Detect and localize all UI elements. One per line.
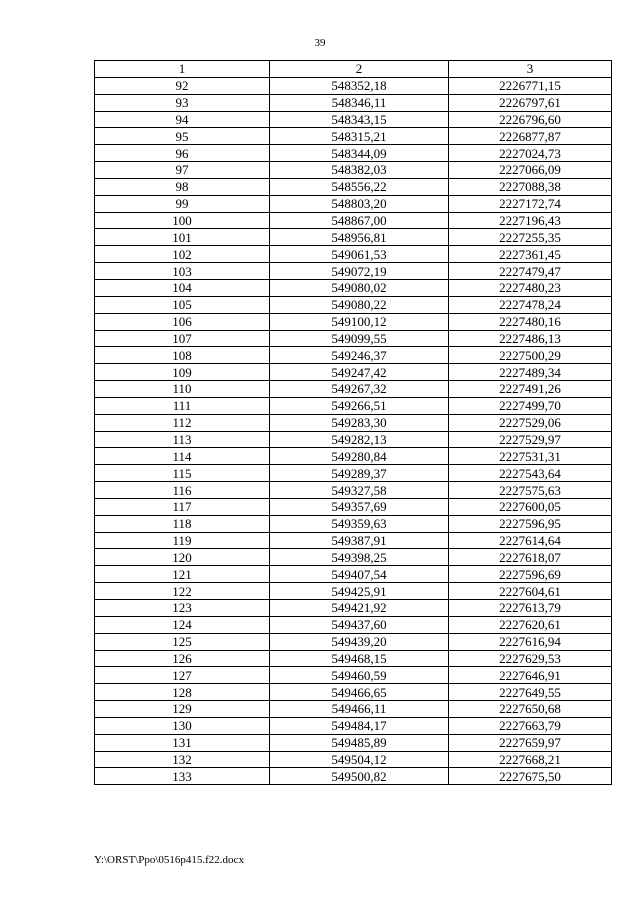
y-coordinate-cell: 2227620,61 xyxy=(449,616,612,633)
x-coordinate-cell: 549407,54 xyxy=(270,566,449,583)
table-row xyxy=(95,498,612,515)
point-number-cell: 96 xyxy=(95,145,270,162)
point-number-cell: 115 xyxy=(95,465,270,482)
table-row xyxy=(95,515,612,532)
x-coordinate-cell: 549466,65 xyxy=(270,684,449,701)
point-number-cell: 102 xyxy=(95,246,270,263)
column-header: 3 xyxy=(449,61,612,78)
x-coordinate-cell: 549359,63 xyxy=(270,515,449,532)
x-coordinate-cell: 548867,00 xyxy=(270,212,449,229)
point-number-cell: 100 xyxy=(95,212,270,229)
y-coordinate-cell: 2227255,35 xyxy=(449,229,612,246)
y-coordinate-cell: 2226877,87 xyxy=(449,128,612,145)
x-coordinate-cell: 549327,58 xyxy=(270,482,449,499)
point-number-cell: 104 xyxy=(95,279,270,296)
table-row xyxy=(95,381,612,398)
x-coordinate-cell: 549485,89 xyxy=(270,734,449,751)
x-coordinate-cell: 549387,91 xyxy=(270,532,449,549)
x-coordinate-cell: 548803,20 xyxy=(270,195,449,212)
y-coordinate-cell: 2227663,79 xyxy=(449,717,612,734)
table-row xyxy=(95,212,612,229)
y-coordinate-cell: 2227596,95 xyxy=(449,515,612,532)
y-coordinate-cell: 2227024,73 xyxy=(449,145,612,162)
point-number-cell: 122 xyxy=(95,583,270,600)
x-coordinate-cell: 548343,15 xyxy=(270,111,449,128)
point-number-cell: 105 xyxy=(95,296,270,313)
point-number-cell: 114 xyxy=(95,448,270,465)
point-number-cell: 106 xyxy=(95,313,270,330)
table-row xyxy=(95,178,612,195)
table-row xyxy=(95,94,612,111)
y-coordinate-cell: 2227361,45 xyxy=(449,246,612,263)
x-coordinate-cell: 549280,84 xyxy=(270,448,449,465)
x-coordinate-cell: 549267,32 xyxy=(270,381,449,398)
point-number-cell: 99 xyxy=(95,195,270,212)
y-coordinate-cell: 2227618,07 xyxy=(449,549,612,566)
table-row xyxy=(95,431,612,448)
point-number-cell: 110 xyxy=(95,381,270,398)
point-number-cell: 132 xyxy=(95,751,270,768)
x-coordinate-cell: 549437,60 xyxy=(270,616,449,633)
y-coordinate-cell: 2227668,21 xyxy=(449,751,612,768)
x-coordinate-cell: 549283,30 xyxy=(270,414,449,431)
x-coordinate-cell: 549247,42 xyxy=(270,364,449,381)
table-row xyxy=(95,751,612,768)
point-number-cell: 119 xyxy=(95,532,270,549)
table-row xyxy=(95,532,612,549)
y-coordinate-cell: 2227659,97 xyxy=(449,734,612,751)
point-number-cell: 107 xyxy=(95,330,270,347)
point-number-cell: 127 xyxy=(95,667,270,684)
table-row xyxy=(95,566,612,583)
table-row xyxy=(95,684,612,701)
point-number-cell: 98 xyxy=(95,178,270,195)
table-row xyxy=(95,246,612,263)
table-row xyxy=(95,414,612,431)
table-row xyxy=(95,667,612,684)
table-row xyxy=(95,448,612,465)
point-number-cell: 130 xyxy=(95,717,270,734)
y-coordinate-cell: 2227088,38 xyxy=(449,178,612,195)
column-header: 1 xyxy=(95,61,270,78)
point-number-cell: 113 xyxy=(95,431,270,448)
x-coordinate-cell: 549282,13 xyxy=(270,431,449,448)
y-coordinate-cell: 2227529,06 xyxy=(449,414,612,431)
table-row xyxy=(95,195,612,212)
y-coordinate-cell: 2227479,47 xyxy=(449,263,612,280)
point-number-cell: 101 xyxy=(95,229,270,246)
x-coordinate-cell: 548344,09 xyxy=(270,145,449,162)
point-number-cell: 109 xyxy=(95,364,270,381)
x-coordinate-cell: 548382,03 xyxy=(270,162,449,179)
y-coordinate-cell: 2227600,05 xyxy=(449,498,612,515)
table-row xyxy=(95,77,612,94)
x-coordinate-cell: 549421,92 xyxy=(270,600,449,617)
y-coordinate-cell: 2227480,16 xyxy=(449,313,612,330)
point-number-cell: 128 xyxy=(95,684,270,701)
table-row xyxy=(95,330,612,347)
x-coordinate-cell: 549080,02 xyxy=(270,279,449,296)
y-coordinate-cell: 2227196,43 xyxy=(449,212,612,229)
x-coordinate-cell: 549468,15 xyxy=(270,650,449,667)
y-coordinate-cell: 2227491,26 xyxy=(449,381,612,398)
x-coordinate-cell: 549289,37 xyxy=(270,465,449,482)
point-number-cell: 108 xyxy=(95,347,270,364)
table-row xyxy=(95,482,612,499)
y-coordinate-cell: 2227489,34 xyxy=(449,364,612,381)
point-number-cell: 126 xyxy=(95,650,270,667)
footer-file-path: Y:\ORST\Ppo\0516p415.f22.docx xyxy=(94,854,244,866)
point-number-cell: 111 xyxy=(95,397,270,414)
table-header-row xyxy=(95,61,612,78)
y-coordinate-cell: 2227172,74 xyxy=(449,195,612,212)
table-row xyxy=(95,633,612,650)
point-number-cell: 94 xyxy=(95,111,270,128)
coordinates-table xyxy=(94,60,612,785)
x-coordinate-cell: 548956,81 xyxy=(270,229,449,246)
y-coordinate-cell: 2227649,55 xyxy=(449,684,612,701)
x-coordinate-cell: 548315,21 xyxy=(270,128,449,145)
x-coordinate-cell: 549398,25 xyxy=(270,549,449,566)
point-number-cell: 95 xyxy=(95,128,270,145)
table-row xyxy=(95,397,612,414)
point-number-cell: 123 xyxy=(95,600,270,617)
point-number-cell: 120 xyxy=(95,549,270,566)
point-number-cell: 125 xyxy=(95,633,270,650)
y-coordinate-cell: 2227604,61 xyxy=(449,583,612,600)
table-row xyxy=(95,650,612,667)
table-row xyxy=(95,768,612,785)
table-row xyxy=(95,263,612,280)
point-number-cell: 93 xyxy=(95,94,270,111)
table-row xyxy=(95,616,612,633)
y-coordinate-cell: 2226797,61 xyxy=(449,94,612,111)
x-coordinate-cell: 549500,82 xyxy=(270,768,449,785)
x-coordinate-cell: 549061,53 xyxy=(270,246,449,263)
table-row xyxy=(95,734,612,751)
table-row xyxy=(95,465,612,482)
table-row xyxy=(95,162,612,179)
y-coordinate-cell: 2227629,53 xyxy=(449,650,612,667)
y-coordinate-cell: 2227499,70 xyxy=(449,397,612,414)
point-number-cell: 124 xyxy=(95,616,270,633)
point-number-cell: 92 xyxy=(95,77,270,94)
table-row xyxy=(95,145,612,162)
table-row xyxy=(95,364,612,381)
y-coordinate-cell: 2227614,64 xyxy=(449,532,612,549)
y-coordinate-cell: 2226796,60 xyxy=(449,111,612,128)
x-coordinate-cell: 549466,11 xyxy=(270,701,449,718)
point-number-cell: 103 xyxy=(95,263,270,280)
y-coordinate-cell: 2227529,97 xyxy=(449,431,612,448)
y-coordinate-cell: 2227613,79 xyxy=(449,600,612,617)
table-row xyxy=(95,347,612,364)
y-coordinate-cell: 2227066,09 xyxy=(449,162,612,179)
table-row xyxy=(95,296,612,313)
table-row xyxy=(95,279,612,296)
y-coordinate-cell: 2226771,15 xyxy=(449,77,612,94)
point-number-cell: 118 xyxy=(95,515,270,532)
y-coordinate-cell: 2227675,50 xyxy=(449,768,612,785)
point-number-cell: 97 xyxy=(95,162,270,179)
table-row xyxy=(95,111,612,128)
table-body xyxy=(95,77,612,784)
point-number-cell: 112 xyxy=(95,414,270,431)
x-coordinate-cell: 548346,11 xyxy=(270,94,449,111)
x-coordinate-cell: 549099,55 xyxy=(270,330,449,347)
x-coordinate-cell: 549484,17 xyxy=(270,717,449,734)
table-row xyxy=(95,717,612,734)
table-row xyxy=(95,229,612,246)
point-number-cell: 121 xyxy=(95,566,270,583)
table-row xyxy=(95,583,612,600)
x-coordinate-cell: 549266,51 xyxy=(270,397,449,414)
y-coordinate-cell: 2227531,31 xyxy=(449,448,612,465)
point-number-cell: 133 xyxy=(95,768,270,785)
x-coordinate-cell: 549439,20 xyxy=(270,633,449,650)
x-coordinate-cell: 548352,18 xyxy=(270,77,449,94)
x-coordinate-cell: 549080,22 xyxy=(270,296,449,313)
y-coordinate-cell: 2227596,69 xyxy=(449,566,612,583)
point-number-cell: 129 xyxy=(95,701,270,718)
point-number-cell: 131 xyxy=(95,734,270,751)
x-coordinate-cell: 549504,12 xyxy=(270,751,449,768)
table-row xyxy=(95,600,612,617)
x-coordinate-cell: 549100,12 xyxy=(270,313,449,330)
point-number-cell: 116 xyxy=(95,482,270,499)
y-coordinate-cell: 2227646,91 xyxy=(449,667,612,684)
y-coordinate-cell: 2227543,64 xyxy=(449,465,612,482)
y-coordinate-cell: 2227486,13 xyxy=(449,330,612,347)
table-row xyxy=(95,701,612,718)
y-coordinate-cell: 2227575,63 xyxy=(449,482,612,499)
table-row xyxy=(95,128,612,145)
y-coordinate-cell: 2227480,23 xyxy=(449,279,612,296)
table-row xyxy=(95,549,612,566)
x-coordinate-cell: 549246,37 xyxy=(270,347,449,364)
page-number: 39 xyxy=(314,37,326,49)
point-number-cell: 117 xyxy=(95,498,270,515)
column-header: 2 xyxy=(270,61,449,78)
y-coordinate-cell: 2227616,94 xyxy=(449,633,612,650)
x-coordinate-cell: 549460,59 xyxy=(270,667,449,684)
y-coordinate-cell: 2227500,29 xyxy=(449,347,612,364)
x-coordinate-cell: 549072,19 xyxy=(270,263,449,280)
x-coordinate-cell: 548556,22 xyxy=(270,178,449,195)
y-coordinate-cell: 2227478,24 xyxy=(449,296,612,313)
x-coordinate-cell: 549357,69 xyxy=(270,498,449,515)
x-coordinate-cell: 549425,91 xyxy=(270,583,449,600)
y-coordinate-cell: 2227650,68 xyxy=(449,701,612,718)
table-row xyxy=(95,313,612,330)
